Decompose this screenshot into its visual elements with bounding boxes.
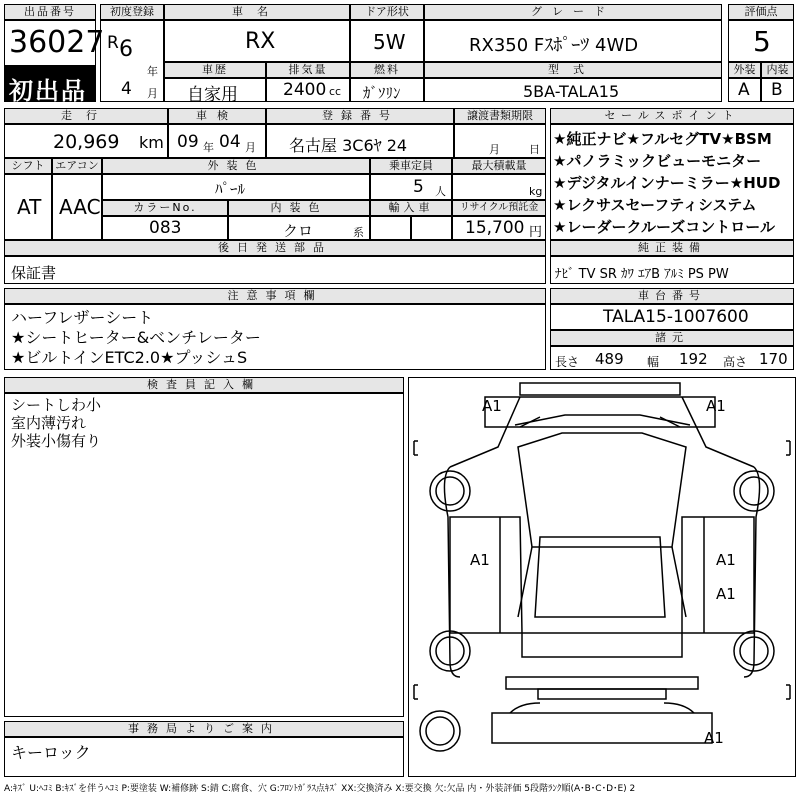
car-diagram — [410, 377, 794, 773]
first-listing-text: 初出品 — [9, 77, 87, 105]
door-type: 5W — [373, 30, 406, 54]
model-cell — [424, 78, 722, 102]
length-label: 長さ — [555, 355, 580, 369]
history-label: 車歴 — [164, 62, 266, 78]
reg-no: 名古屋 3C6ﾔ 24 — [289, 136, 408, 155]
color-no: 083 — [149, 218, 182, 238]
ext-color-cell — [102, 174, 370, 200]
lot-no-cell — [4, 20, 105, 66]
car-name: RX — [245, 29, 276, 54]
later-parts: 保証書 — [11, 264, 57, 282]
genuine-cell — [550, 256, 794, 284]
damage-mark-front-left: A1 — [482, 397, 502, 415]
import-cell-2 — [411, 216, 452, 240]
displacement-unit: cc — [329, 85, 342, 98]
sales-point-3: ★デジタルインナーミラー★HUD — [553, 174, 781, 192]
transfer-month-unit: 月 — [489, 143, 500, 156]
mileage: 20,969 — [53, 131, 120, 153]
sales-points-cell — [550, 124, 794, 240]
inspector-cell — [4, 393, 404, 717]
door-label: ドア形状 — [350, 4, 424, 20]
inspector-line-2: 室内薄汚れ — [11, 414, 87, 432]
damage-mark-right-rear-door: A1 — [716, 585, 736, 603]
history-cell — [164, 78, 266, 105]
reg-no-label: 登録番号 — [266, 108, 454, 124]
office-label: 事務局よりご案内 — [4, 721, 404, 737]
interior-grade-cell — [761, 78, 794, 102]
car-name-label: 車名 — [164, 4, 350, 20]
mileage-cell — [4, 124, 168, 158]
history: 自家用 — [187, 85, 238, 105]
transfer-label: 譲渡書類期限 — [454, 108, 546, 124]
shift-cell — [4, 174, 52, 240]
int-color-label: 内装色 — [228, 200, 370, 216]
reg-month: 4 — [121, 79, 132, 99]
insp-month-unit: 月 — [245, 141, 256, 154]
score: 5 — [753, 25, 771, 58]
sales-points-label: セールスポイント — [550, 108, 794, 124]
width: 192 — [679, 350, 708, 368]
interior-grade: B — [771, 80, 783, 100]
capacity-label: 乗車定員 — [370, 158, 452, 174]
color-no-label: カラーNo. — [102, 200, 228, 216]
first-reg-label: 初度登録 — [100, 4, 164, 20]
height-label: 高さ — [723, 355, 748, 369]
capacity: 5 — [413, 177, 424, 197]
era: R — [107, 33, 119, 53]
ac-cell — [52, 174, 102, 240]
lot-no-label: 出品番号 — [4, 4, 96, 20]
sales-point-5: ★レーダークルーズコントロール — [553, 218, 775, 236]
genuine-equipment: ﾅﾋﾞ TV SR ｶﾜ ｴｱB ｱﾙﾐ PS PW — [555, 267, 729, 282]
interior-grade-label: 内装 — [761, 62, 794, 78]
damage-mark-right-door: A1 — [716, 551, 736, 569]
chassis-label: 車台番号 — [550, 288, 794, 304]
damage-mark-left-door: A1 — [470, 551, 490, 569]
mileage-unit: km — [139, 133, 164, 152]
sales-point-4: ★レクサスセーフティシステム — [553, 196, 757, 214]
chassis-cell — [550, 304, 794, 330]
displacement-label: 排気量 — [266, 62, 350, 78]
genuine-label: 純正装備 — [550, 240, 794, 256]
recycle: 15,700 — [465, 218, 525, 238]
exterior-grade-cell — [728, 78, 761, 102]
ext-color: ﾊﾟｰﾙ — [215, 180, 246, 198]
width-label: 幅 — [647, 355, 660, 369]
import-label: 輸入車 — [370, 200, 452, 216]
ac: AAC — [59, 195, 101, 219]
notes-label: 注意事項欄 — [4, 288, 546, 304]
color-no-cell — [102, 216, 228, 240]
length: 489 — [595, 350, 624, 368]
score-cell — [728, 20, 794, 62]
insp-year: 09 — [177, 132, 199, 152]
door-cell — [350, 20, 424, 62]
sales-point-2: ★パノラミックビューモニター — [553, 152, 762, 170]
fuel-cell — [350, 78, 424, 102]
score-label: 評価点 — [728, 4, 794, 20]
max-load-cell — [452, 174, 546, 200]
transfer-cell — [454, 124, 546, 158]
transfer-day-unit: 日 — [529, 143, 540, 156]
recycle-label: リサイクル預託金 — [452, 200, 546, 216]
displacement: 2400 — [283, 80, 327, 100]
capacity-cell — [370, 174, 452, 200]
capacity-unit: 人 — [435, 185, 446, 198]
inspection-label: 車検 — [168, 108, 266, 124]
grade-cell — [424, 20, 722, 62]
shift: AT — [17, 195, 42, 219]
ac-label: エアコン — [52, 158, 102, 174]
chassis-number: TALA15-1007600 — [603, 307, 749, 327]
office-text: キーロック — [11, 743, 91, 762]
mileage-label: 走行 — [4, 108, 168, 124]
ext-color-label: 外装色 — [102, 158, 370, 174]
recycle-cell — [452, 216, 546, 240]
int-color-cell — [228, 216, 370, 240]
note-line-3: ★ビルトインETC2.0★プッシュS — [11, 348, 248, 367]
dims-label: 諸元 — [550, 330, 794, 346]
car-name-cell — [164, 20, 350, 62]
inspector-line-1: シートしわ小 — [11, 396, 102, 414]
lot-no: 36027 — [9, 25, 105, 60]
reg-no-cell — [266, 124, 454, 158]
max-load-unit: kg — [529, 185, 543, 198]
int-color-unit: 系 — [353, 226, 364, 239]
fuel-label: 燃料 — [350, 62, 424, 78]
reg-year: 6 — [119, 37, 133, 62]
first-reg-cell — [100, 20, 164, 102]
inspection-cell — [168, 124, 266, 158]
model: 5BA-TALA15 — [523, 82, 620, 101]
damage-mark-rear: A1 — [704, 729, 724, 747]
grade: RX350 Fｽﾎﾟｰﾂ 4WD — [469, 35, 639, 56]
sales-point-1: ★純正ナビ★フルセグTV★BSM — [553, 130, 772, 148]
first-listing-badge — [4, 66, 96, 105]
height: 170 — [759, 350, 788, 368]
recycle-unit: 円 — [529, 225, 543, 240]
reg-month-unit: 月 — [147, 87, 158, 100]
inspector-line-3: 外装小傷有り — [11, 432, 102, 450]
grade-label: グレード — [424, 4, 722, 20]
shift-label: シフト — [4, 158, 52, 174]
displacement-cell — [266, 78, 350, 102]
later-parts-cell — [4, 256, 546, 284]
footer-legend: A:ｷｽﾞ U:ﾍｺﾐ B:ｷｽﾞを伴うﾍｺﾐ P:要塗装 W:補修跡 S:錆 C:腐食、穴 G:ﾌﾛﾝﾄｶﾞﾗｽ点ｷｽﾞ XX:交換済み X:要交換 欠:欠品 内・外装評価 5段階ﾗﾝｸ順(A･B･C･D･E) 2 — [4, 784, 636, 794]
exterior-grade-label: 外装 — [728, 62, 761, 78]
reg-year-unit: 年 — [147, 65, 158, 78]
int-color: クロ — [283, 222, 314, 240]
damage-mark-front-right: A1 — [706, 397, 726, 415]
max-load-label: 最大積載量 — [452, 158, 546, 174]
office-cell — [4, 737, 404, 777]
exterior-grade: A — [738, 80, 750, 100]
note-line-1: ハーフレザーシート — [11, 308, 154, 327]
insp-year-unit: 年 — [203, 141, 214, 154]
notes-cell — [4, 304, 546, 370]
model-label: 型式 — [424, 62, 722, 78]
insp-month: 04 — [219, 132, 241, 152]
import-cell-1 — [370, 216, 411, 240]
inspector-label: 検査員記入欄 — [4, 377, 404, 393]
later-parts-label: 後日発送部品 — [4, 240, 546, 256]
dims-cell — [550, 346, 794, 370]
note-line-2: ★シートヒーター&ベンチレーター — [11, 328, 261, 347]
fuel: ｶﾞｿﾘﾝ — [363, 84, 401, 102]
